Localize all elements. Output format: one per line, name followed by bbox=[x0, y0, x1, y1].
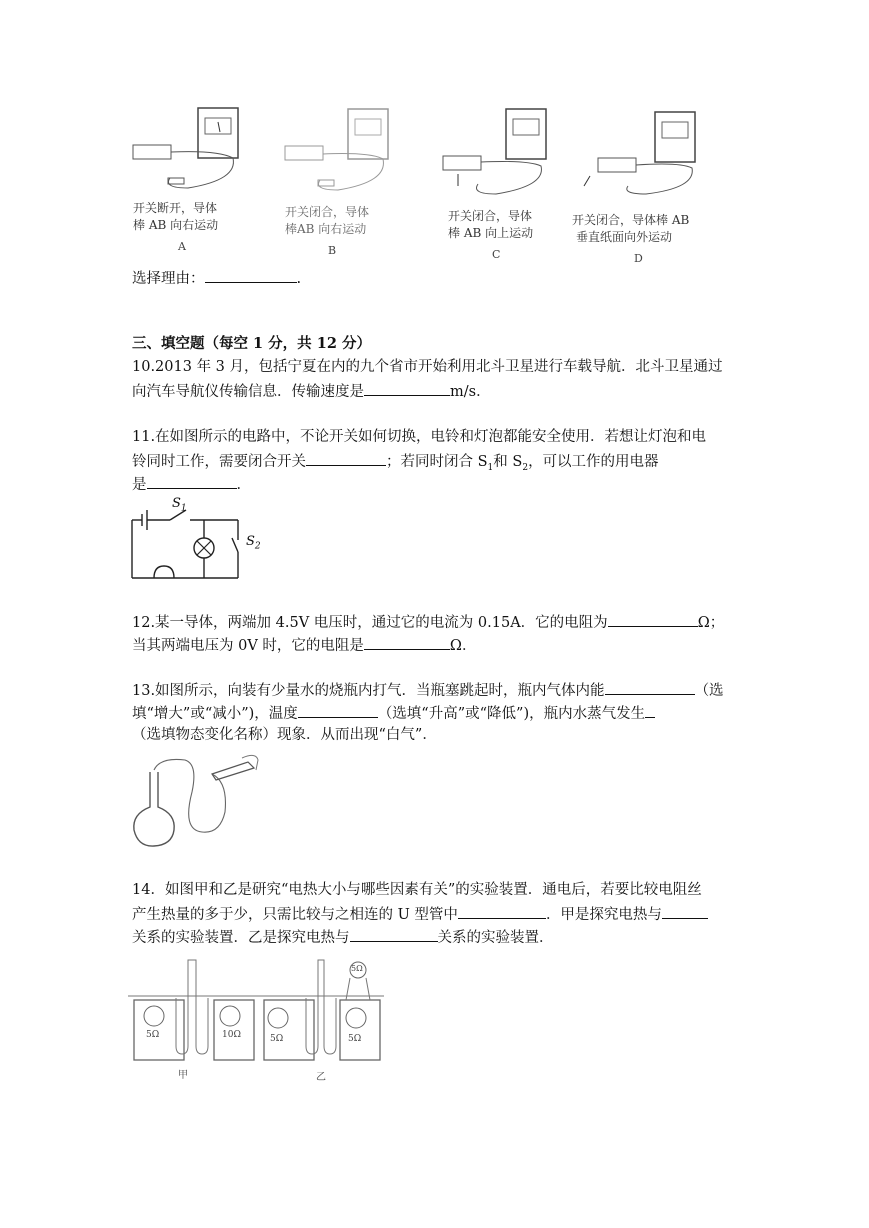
q14-blank-2[interactable] bbox=[662, 902, 708, 919]
q12-text-a: 12.某一导体，两端加 4.5V 电压时，通过它的电流为 0.15A．它的电阻为 bbox=[132, 615, 608, 631]
q10-blank[interactable] bbox=[364, 379, 450, 396]
fig-label-jia: 甲 bbox=[178, 1070, 188, 1081]
q10-line-2 bbox=[132, 379, 491, 403]
q13-line-1 bbox=[132, 678, 724, 702]
q11-sub-1: 1 bbox=[487, 462, 494, 473]
q14-apparatus-figure bbox=[128, 950, 398, 1090]
q14-text-a: 产生热量的多于少，只需比较与之相连的 U 型管中 bbox=[132, 907, 458, 923]
figure-b-label: B bbox=[328, 244, 337, 257]
q10-unit: m/s． bbox=[450, 384, 491, 400]
figure-b bbox=[280, 104, 410, 264]
q13-text-d: （选填“升高”或“降低”)，瓶内水蒸气发生 bbox=[377, 706, 646, 722]
figure-d-label: D bbox=[634, 252, 643, 265]
reason-blank[interactable] bbox=[205, 266, 297, 283]
figure-d bbox=[580, 110, 720, 270]
reason-line bbox=[132, 266, 301, 290]
q14-text-c: 关系的实验装置．乙是探究电热与 bbox=[132, 930, 350, 946]
q12-line-2 bbox=[132, 633, 476, 657]
figure-b-caption-1: 开关闭合，导体 bbox=[285, 205, 370, 219]
figure-c-label: C bbox=[492, 248, 501, 261]
q11-text-c: 和 S bbox=[493, 454, 523, 470]
figure-a-caption-2: 棒 AB 向右运动 bbox=[133, 218, 219, 232]
r-yi-left: 5Ω bbox=[270, 1034, 284, 1044]
q14-line-2 bbox=[132, 902, 708, 926]
q11-blank-1[interactable] bbox=[306, 449, 386, 466]
q13-text-b: （选 bbox=[694, 683, 724, 699]
circuit-sketch-b bbox=[280, 104, 410, 204]
figure-d-caption-1: 开关闭合，导体棒 AB bbox=[572, 213, 690, 227]
q11-text-e: 是 bbox=[132, 477, 147, 493]
q14-line-1: 14．如图甲和乙是研究“电热大小与哪些因素有关”的实验装置．通电后，若要比较电阻丝 bbox=[132, 882, 702, 898]
flask-pump-svg bbox=[130, 752, 270, 852]
circuit-sketch-d bbox=[580, 110, 720, 210]
figure-a-caption-1: 开关断开，导体 bbox=[133, 201, 218, 215]
r-jia-left: 5Ω bbox=[146, 1030, 160, 1040]
circuit-sketch-c bbox=[438, 104, 568, 204]
r-yi-top: 5Ω bbox=[351, 964, 363, 973]
figure-a bbox=[128, 100, 258, 260]
q12-blank-2[interactable] bbox=[364, 633, 450, 650]
q13-blank-3[interactable] bbox=[645, 701, 655, 718]
q13-flask-figure bbox=[130, 752, 270, 852]
q14-text-d: 关系的实验装置． bbox=[437, 930, 554, 946]
q13-line-3: （选填物态变化名称）现象．从而出现“白气”． bbox=[132, 727, 437, 743]
q12-unit-1: Ω； bbox=[697, 615, 725, 631]
figure-d-caption-2: 垂直纸面向外运动 bbox=[576, 230, 673, 244]
q12-line-1 bbox=[132, 610, 724, 634]
q13-line-2 bbox=[132, 701, 655, 725]
q12-text-b: 当其两端电压为 0V 时，它的电阻是 bbox=[132, 638, 364, 654]
figure-c-caption-2: 棒 AB 向上运动 bbox=[448, 226, 534, 240]
fig-label-yi: 乙 bbox=[316, 1072, 326, 1083]
q11-text-f: ． bbox=[236, 477, 251, 493]
q11-line-1: 11.在如图所示的电路中，不论开关如何切换，电铃和灯泡都能安全使用．若想让灯泡和电 bbox=[132, 429, 707, 445]
q14-blank-3[interactable] bbox=[350, 925, 438, 942]
q14-line-3 bbox=[132, 925, 554, 949]
reason-suffix: . bbox=[296, 271, 302, 287]
figure-c-caption-1: 开关闭合，导体 bbox=[448, 209, 533, 223]
r-yi-right: 5Ω bbox=[348, 1034, 362, 1044]
q13-text-a: 13.如图所示，向装有少量水的烧瓶内打气．当瓶塞跳起时，瓶内气体内能 bbox=[132, 683, 605, 699]
q11-line-3 bbox=[132, 472, 251, 496]
q13-blank-1[interactable] bbox=[605, 678, 695, 695]
q13-text-c: 填“增大”或“减小”)，温度 bbox=[132, 706, 298, 722]
reason-prefix: 选择理由： bbox=[132, 271, 205, 287]
q11-sub-2: 2 bbox=[522, 462, 529, 473]
q10-line-1: 10.2013 年 3 月，包括宁夏在内的九个省市开始利用北斗卫星进行车载导航．北斗卫星通过 bbox=[132, 359, 723, 375]
q10-text: 向汽车导航仪传输信息．传输速度是 bbox=[132, 384, 364, 400]
q11-text-a: 铃同时工作，需要闭合开关 bbox=[132, 454, 306, 470]
figure-a-label: A bbox=[178, 240, 186, 253]
q11-blank-2[interactable] bbox=[147, 472, 237, 489]
q11-text-b: ；若同时闭合 S bbox=[386, 454, 488, 470]
r-jia-right: 10Ω bbox=[222, 1030, 241, 1040]
q13-blank-2[interactable] bbox=[298, 701, 378, 718]
q11-text-d: ，可以工作的用电器 bbox=[528, 454, 659, 470]
s2-label: $S_2$ bbox=[246, 534, 261, 552]
q12-blank-1[interactable] bbox=[608, 610, 698, 627]
figure-b-caption-2: 棒AB 向右运动 bbox=[285, 222, 367, 236]
q11-circuit-diagram bbox=[130, 496, 270, 586]
s1-label: $S_1$ bbox=[172, 496, 187, 514]
circuit-sketch-a bbox=[128, 100, 258, 200]
q12-unit-2: Ω． bbox=[449, 638, 477, 654]
q14-text-b: ．甲是探究电热与 bbox=[545, 907, 662, 923]
section-3-title: 三、填空题（每空 1 分，共 12 分） bbox=[132, 335, 371, 352]
q14-blank-1[interactable] bbox=[458, 902, 546, 919]
